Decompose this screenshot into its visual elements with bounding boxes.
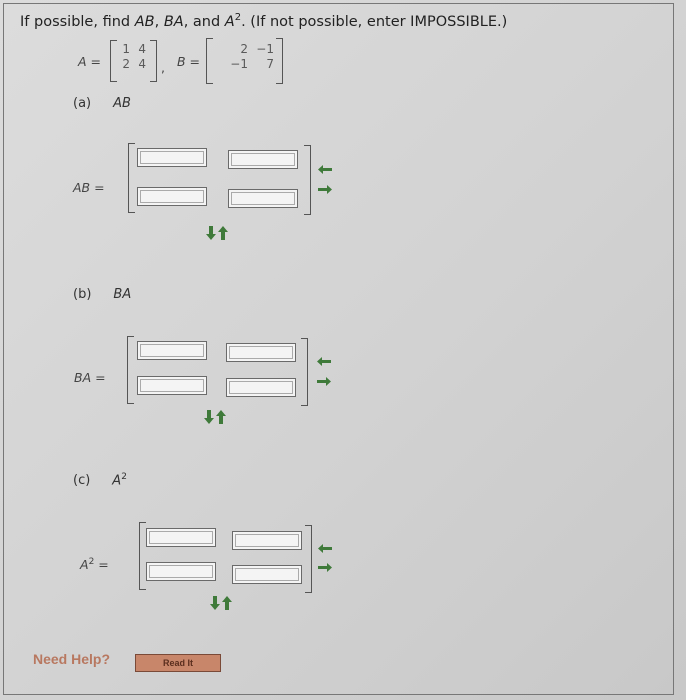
matrix-b-left-bracket — [206, 38, 213, 84]
prompt-text: If possible, find — [20, 13, 135, 30]
ab-cell-2-1[interactable] — [137, 187, 207, 206]
matrix-b-cell: 2 — [240, 42, 248, 56]
ba-add-row-icon[interactable] — [204, 410, 214, 424]
prompt-ab: AB — [134, 13, 155, 30]
a2-cell-2-1[interactable] — [146, 562, 216, 581]
ab-right-bracket — [304, 145, 311, 215]
a2-remove-column-icon[interactable] — [318, 544, 332, 553]
matrix-a-label: A = — [78, 54, 101, 69]
part-a-name: AB — [113, 96, 131, 111]
a2-label-exp: 2 — [88, 557, 95, 567]
a2-right-bracket — [305, 525, 312, 593]
part-b-heading — [73, 287, 131, 302]
matrix-a-cell: 4 — [138, 57, 146, 71]
question-prompt — [20, 12, 507, 30]
a2-cell-1-2[interactable] — [232, 531, 302, 550]
ab-cell-1-1[interactable] — [137, 148, 207, 167]
matrix-b-cell: −1 — [256, 42, 274, 56]
a2-add-column-icon[interactable] — [318, 563, 332, 572]
a2-left-bracket — [139, 522, 146, 590]
matrix-b-label: B = — [177, 54, 201, 69]
matrix-a-cell: 1 — [122, 42, 130, 56]
a2-label-base: A — [80, 557, 89, 573]
ba-cell-2-1[interactable] — [137, 376, 207, 395]
part-a-tag: (a) — [73, 96, 92, 111]
read-it-button[interactable]: Read It — [135, 654, 221, 672]
matrix-a-cell: 4 — [138, 42, 146, 56]
ab-left-bracket — [128, 143, 135, 213]
prompt-a: A — [224, 13, 235, 30]
matrix-b — [226, 42, 274, 71]
ab-remove-row-icon[interactable] — [218, 226, 228, 240]
ab-remove-column-icon[interactable] — [318, 165, 332, 174]
ba-right-bracket — [301, 338, 308, 406]
ab-add-row-icon[interactable] — [206, 226, 216, 240]
matrix-b-right-bracket — [276, 38, 283, 84]
ba-cell-1-2[interactable] — [226, 343, 296, 362]
a2-cell-2-2[interactable] — [232, 565, 302, 584]
prompt-ba: BA — [163, 13, 184, 30]
part-c-name: A — [112, 473, 122, 489]
a2-cell-1-1[interactable] — [146, 528, 216, 547]
need-help-label: Need Help? — [33, 651, 111, 667]
part-c-heading — [73, 472, 127, 488]
part-b-tag: (b) — [73, 287, 92, 302]
ba-cell-2-2[interactable] — [226, 378, 296, 397]
prompt-exp: 2 — [234, 12, 242, 23]
ba-answer-label: BA = — [74, 370, 106, 385]
prompt-sep: , — [154, 13, 164, 30]
matrix-a-right-bracket — [150, 40, 157, 82]
a2-answer-label — [80, 557, 109, 572]
a2-add-row-icon[interactable] — [210, 596, 220, 610]
part-b-name: BA — [113, 287, 132, 302]
prompt-sep: , and — [183, 13, 225, 30]
ba-left-bracket — [127, 336, 134, 404]
prompt-tail: . (If not possible, enter IMPOSSIBLE.) — [241, 13, 508, 30]
ba-remove-column-icon[interactable] — [317, 357, 331, 366]
ba-cell-1-1[interactable] — [137, 341, 207, 360]
part-a-heading — [73, 96, 131, 111]
comma: , — [161, 60, 165, 75]
ba-add-column-icon[interactable] — [317, 377, 331, 386]
matrix-a-cell: 2 — [122, 57, 130, 71]
part-c-exp: 2 — [121, 472, 127, 482]
matrix-b-cell: 7 — [266, 57, 274, 71]
ab-cell-1-2[interactable] — [228, 150, 298, 169]
a2-remove-row-icon[interactable] — [222, 596, 232, 610]
ab-answer-label: AB = — [73, 180, 105, 195]
a2-label-eq: = — [94, 557, 109, 573]
matrix-a — [114, 42, 146, 71]
part-c-tag: (c) — [73, 473, 91, 489]
ab-cell-2-2[interactable] — [228, 189, 298, 208]
matrix-b-cell: −1 — [230, 57, 248, 71]
ab-add-column-icon[interactable] — [318, 185, 332, 194]
ba-remove-row-icon[interactable] — [216, 410, 226, 424]
